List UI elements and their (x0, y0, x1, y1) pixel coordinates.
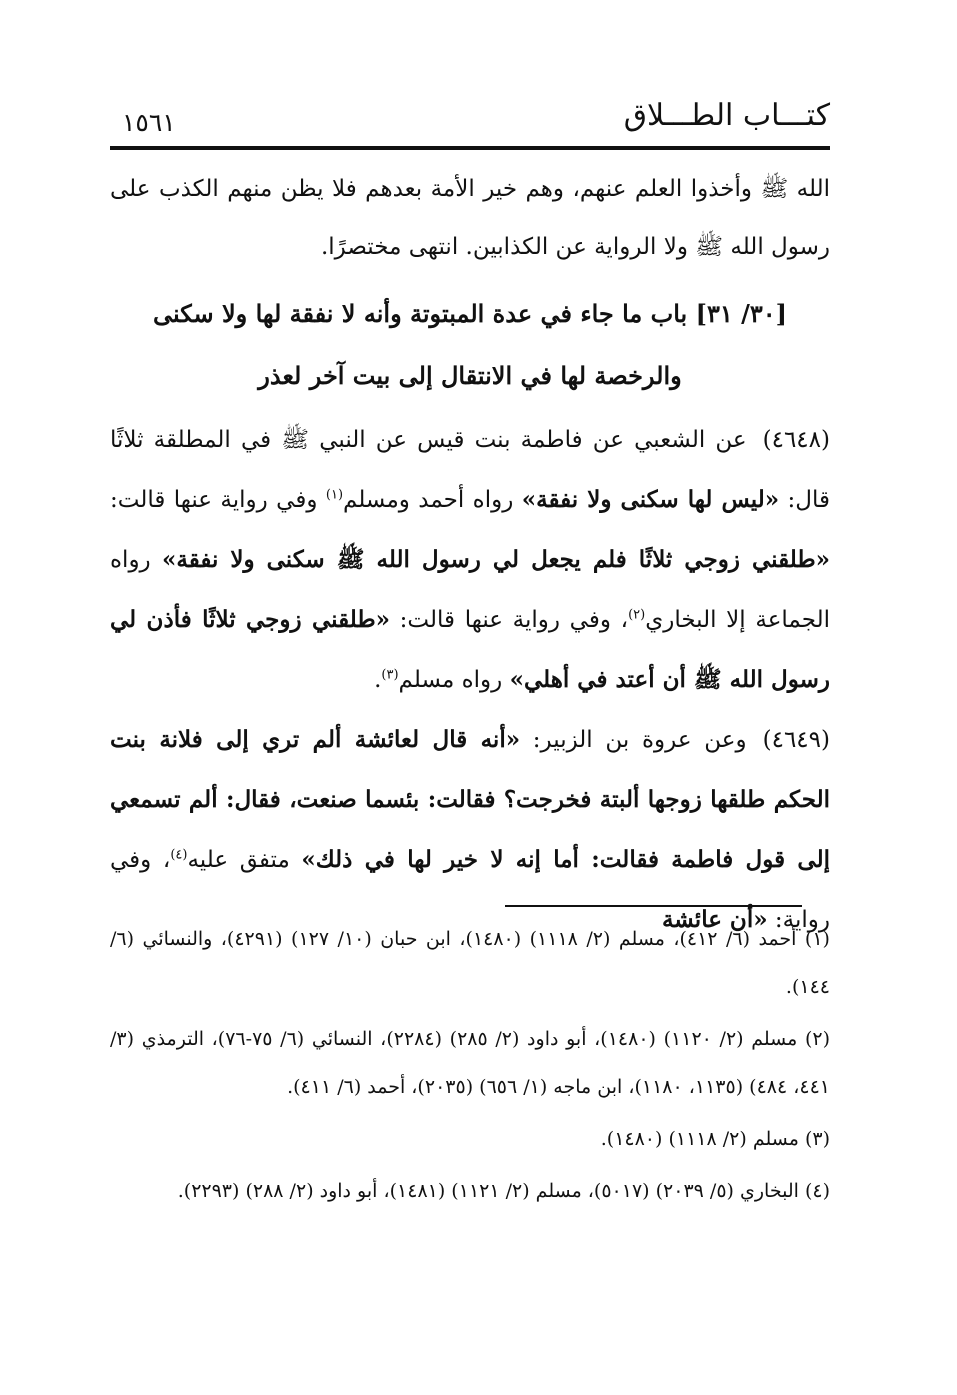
hadith-quote: «أن عائشة (661, 906, 768, 933)
footnote-ref[interactable]: (١) (325, 487, 344, 503)
hadith-4648 (110, 410, 830, 710)
page-number: ١٥٦١ (122, 108, 176, 137)
page-header (110, 90, 830, 150)
footnote-ref[interactable]: (٢) (628, 607, 646, 623)
footnote-ref[interactable]: (٣) (381, 667, 399, 683)
hadith-quote: «طلقني زوجي ثلاثًا فأذن لي رسول الله ﷺ أن أعتد في أهلي» (110, 606, 830, 693)
hadith-text: . (374, 667, 382, 693)
hadith-text: وعن عروة بن الزبير: (520, 727, 747, 753)
hadith-quote: «طلقني زوجي ثلاثًا فلم يجعل لي رسول الله ﷺ سكنى ولا نفقة» (161, 546, 830, 573)
running-title: كتـــاب الطـــلاق (623, 98, 830, 133)
hadith-text: متفق عليه (187, 847, 302, 873)
hadith-text: رواه الجماعة إلا البخاري (110, 547, 830, 633)
hadith-text: ، وفي رواية عنها قالت: (390, 607, 629, 633)
footnote-3: (٣) مسلم (٢/ ١١١٨) (١٤٨٠). (600, 1128, 830, 1150)
hadith-quote: «ليس لها سكنى ولا نفقة» (521, 486, 780, 513)
footnote-ref[interactable]: (٤) (170, 847, 188, 863)
hadith-number: (٤٦٤٨) (762, 427, 830, 453)
chapter-heading: [٣٠/ ٣١] باب ما جاء في عدة المبتوتة وأنه لا نفقة لها ولا سكنى والرخصة لها في الانتقال إلى بيت آخر لعذر (152, 299, 787, 390)
hadith-number: (٤٦٤٩) (762, 727, 830, 753)
intro-paragraph: الله ﷺ وأخذوا العلم عنهم، وهم خير الأمة بعدهم فلا يظن منهم الكذب على رسول الله ﷺ ولا الرواية عن الكذابين. انتهى مختصرًا. (110, 176, 830, 260)
hadith-text: رواه مسلم (398, 667, 510, 693)
hadith-4649 (110, 710, 830, 950)
footnote-2: (٢) مسلم (٢/ ١١٢٠) (١٤٨٠)، أبو داود (٢/ ٢٨٥) (٢٢٨٤)، النسائي (٦/ ٧٥-٧٦)، الترمذي (٣/ ٤٤١، ٤٨٤) (١١٣٥، ١١٨٠)، ابن ماجه (١/ ٦٥٦) (٢٠٣٥)، أحمد (٦/ ٤١١). (110, 1028, 831, 1098)
hadith-text: ، وفي رواية: (110, 847, 830, 933)
footnote-1: (١) أحمد (٦/ ٤١٢)، مسلم (٢/ ١١١٨) (١٤٨٠)، ابن حبان (١٠/ ١٢٧) (٤٢٩١)، والنسائي (٦/ ١٤٤). (110, 928, 830, 998)
footnote-4: (٤) البخاري (٥/ ٢٠٣٩) (٥٠١٧)، مسلم (٢/ ١١٢١) (١٤٨١)، أبو داود (٢/ ٢٨٨) (٢٢٩٣). (177, 1180, 830, 1202)
hadith-text: وفي رواية عنها قالت: (110, 487, 326, 513)
hadith-quote: «أنه قال لعائشة ألم تري إلى فلانة بنت الحكم طلقها زوجها ألبتة فخرجت؟ فقالت: بئسما صنعت، فقال: ألم تسمعي إلى قول فاطمة فقالت: أما إنه لا خير لها في ذلك» (110, 726, 831, 873)
footnote-separator (505, 905, 802, 907)
header-rule (110, 146, 830, 150)
hadith-text: عن الشعبي عن فاطمة بنت قيس عن النبي ﷺ في المطلقة ثلاثًا قال: (110, 427, 830, 513)
footnotes (110, 915, 830, 1219)
hadith-text: رواه أحمد ومسلم (343, 487, 522, 513)
